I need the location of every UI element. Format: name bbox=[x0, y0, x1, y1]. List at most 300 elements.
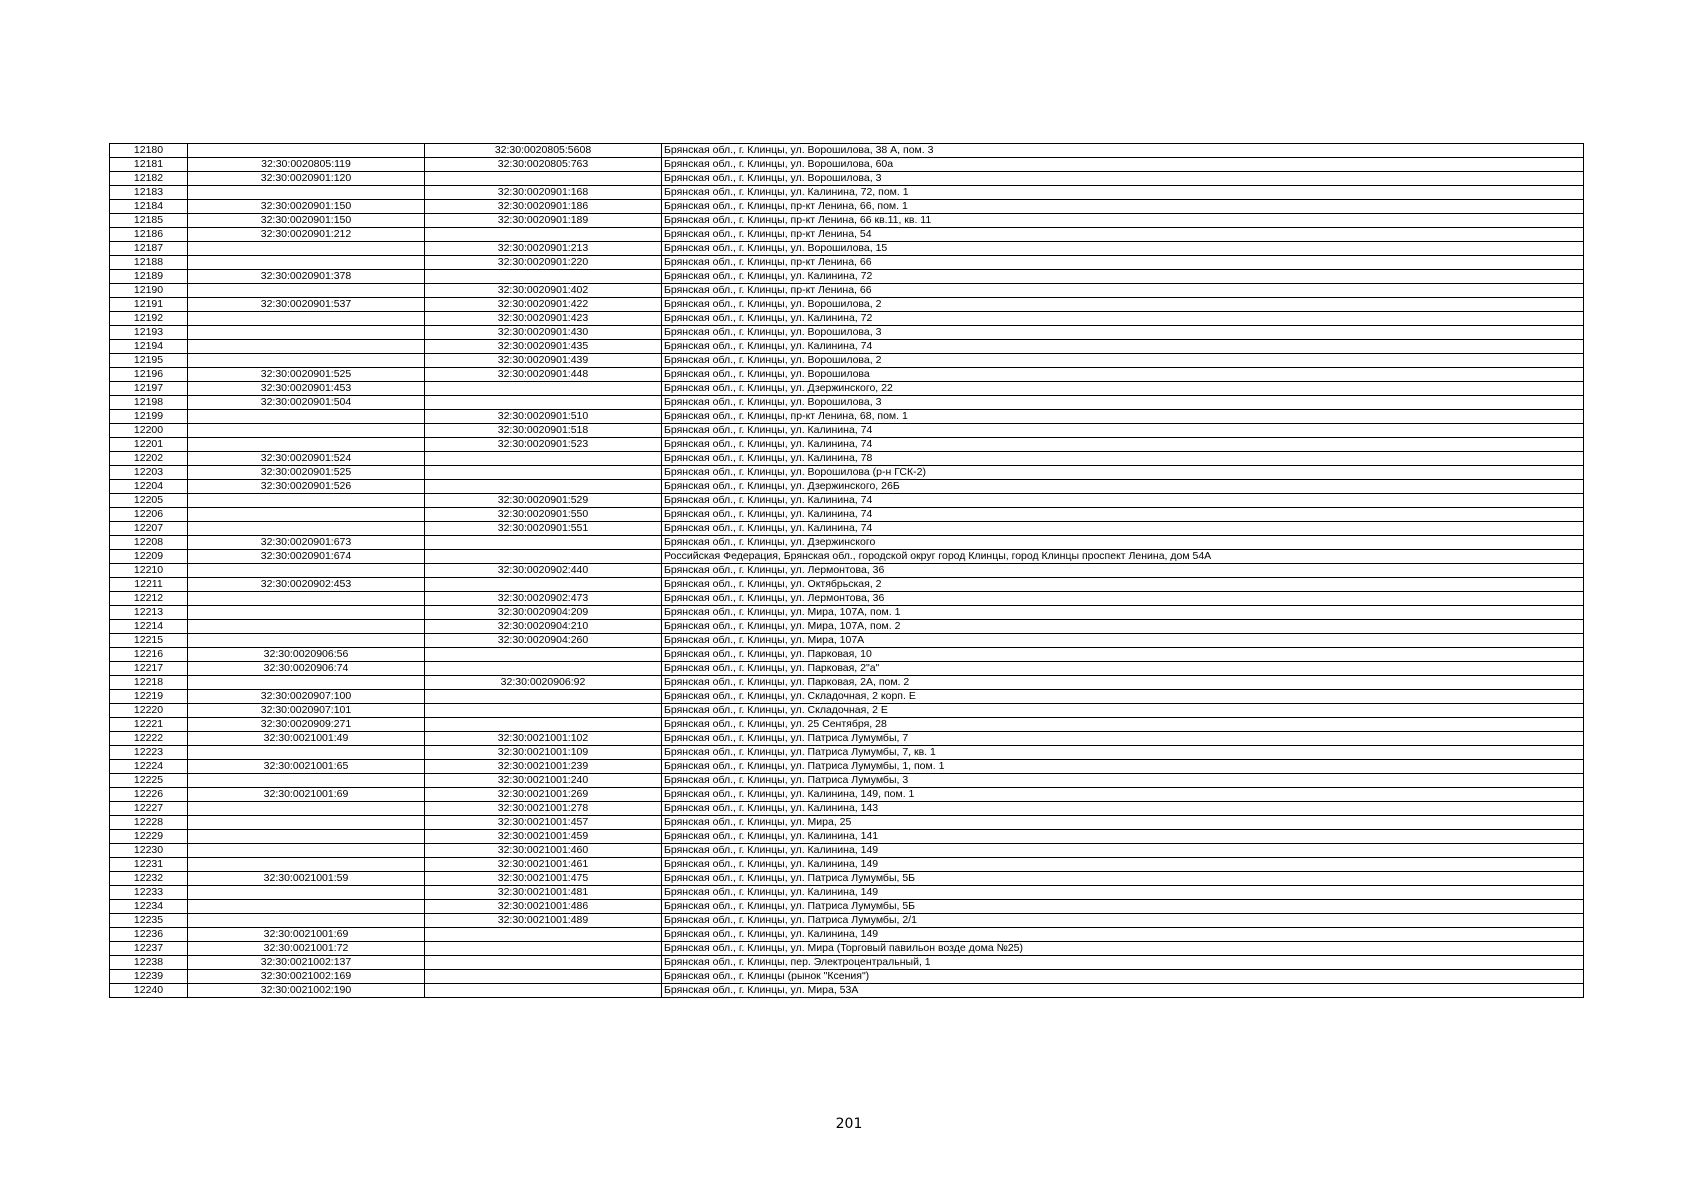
land-cadastral-number-cell bbox=[188, 620, 425, 634]
row-number-cell: 12225 bbox=[110, 774, 188, 788]
address-cell: Брянская обл., г. Клинцы, ул. Калинина, 149, пом. 1 bbox=[662, 788, 1584, 802]
address-cell: Брянская обл., г. Клинцы, пр-кт Ленина, 66 bbox=[662, 284, 1584, 298]
row-number-cell: 12221 bbox=[110, 718, 188, 732]
object-cadastral-number-cell: 32:30:0020901:402 bbox=[425, 284, 662, 298]
address-cell: Брянская обл., г. Клинцы, ул. Ворошилова (р-н ГСК-2) bbox=[662, 466, 1584, 480]
object-cadastral-number-cell bbox=[425, 382, 662, 396]
row-number-cell: 12228 bbox=[110, 816, 188, 830]
row-number-cell: 12192 bbox=[110, 312, 188, 326]
object-cadastral-number-cell: 32:30:0021001:269 bbox=[425, 788, 662, 802]
object-cadastral-number-cell bbox=[425, 662, 662, 676]
table-row bbox=[110, 634, 1584, 648]
land-cadastral-number-cell bbox=[188, 816, 425, 830]
row-number-cell: 12234 bbox=[110, 900, 188, 914]
table-row bbox=[110, 872, 1584, 886]
object-cadastral-number-cell bbox=[425, 956, 662, 970]
object-cadastral-number-cell: 32:30:0021001:278 bbox=[425, 802, 662, 816]
object-cadastral-number-cell bbox=[425, 480, 662, 494]
table-row bbox=[110, 172, 1584, 186]
address-cell: Брянская обл., г. Клинцы, ул. Патриса Лумумбы, 5Б bbox=[662, 872, 1584, 886]
land-cadastral-number-cell bbox=[188, 354, 425, 368]
row-number-cell: 12183 bbox=[110, 186, 188, 200]
land-cadastral-number-cell: 32:30:0020901:212 bbox=[188, 228, 425, 242]
object-cadastral-number-cell: 32:30:0020901:448 bbox=[425, 368, 662, 382]
object-cadastral-number-cell: 32:30:0020902:440 bbox=[425, 564, 662, 578]
row-number-cell: 12235 bbox=[110, 914, 188, 928]
row-number-cell: 12223 bbox=[110, 746, 188, 760]
address-cell: Брянская обл., г. Клинцы, ул. Ворошилова, 60а bbox=[662, 158, 1584, 172]
row-number-cell: 12217 bbox=[110, 662, 188, 676]
row-number-cell: 12190 bbox=[110, 284, 188, 298]
land-cadastral-number-cell bbox=[188, 606, 425, 620]
table-row bbox=[110, 886, 1584, 900]
row-number-cell: 12196 bbox=[110, 368, 188, 382]
address-cell: Брянская обл., г. Клинцы, пр-кт Ленина, 66, пом. 1 bbox=[662, 200, 1584, 214]
land-cadastral-number-cell bbox=[188, 522, 425, 536]
address-cell: Брянская обл., г. Клинцы, ул. Калинина, 149 bbox=[662, 858, 1584, 872]
object-cadastral-number-cell bbox=[425, 172, 662, 186]
address-cell: Брянская обл., г. Клинцы, пер. Электроцентральный, 1 bbox=[662, 956, 1584, 970]
land-cadastral-number-cell bbox=[188, 424, 425, 438]
land-cadastral-number-cell bbox=[188, 802, 425, 816]
object-cadastral-number-cell bbox=[425, 228, 662, 242]
object-cadastral-number-cell: 32:30:0020901:430 bbox=[425, 326, 662, 340]
table-row bbox=[110, 158, 1584, 172]
object-cadastral-number-cell: 32:30:0021001:460 bbox=[425, 844, 662, 858]
land-cadastral-number-cell: 32:30:0020906:74 bbox=[188, 662, 425, 676]
table-row bbox=[110, 494, 1584, 508]
land-cadastral-number-cell bbox=[188, 326, 425, 340]
object-cadastral-number-cell: 32:30:0020901:213 bbox=[425, 242, 662, 256]
address-cell: Брянская обл., г. Клинцы, ул. Калинина, 74 bbox=[662, 438, 1584, 452]
row-number-cell: 12185 bbox=[110, 214, 188, 228]
table-row bbox=[110, 942, 1584, 956]
table-row bbox=[110, 746, 1584, 760]
table-row bbox=[110, 928, 1584, 942]
row-number-cell: 12180 bbox=[110, 144, 188, 158]
address-cell: Брянская обл., г. Клинцы, ул. Калинина, 149 bbox=[662, 844, 1584, 858]
table-row bbox=[110, 312, 1584, 326]
row-number-cell: 12239 bbox=[110, 970, 188, 984]
land-cadastral-number-cell bbox=[188, 564, 425, 578]
object-cadastral-number-cell: 32:30:0021001:461 bbox=[425, 858, 662, 872]
land-cadastral-number-cell: 32:30:0020901:525 bbox=[188, 368, 425, 382]
land-cadastral-number-cell bbox=[188, 914, 425, 928]
table-row bbox=[110, 284, 1584, 298]
land-cadastral-number-cell: 32:30:0020901:504 bbox=[188, 396, 425, 410]
object-cadastral-number-cell: 32:30:0020901:220 bbox=[425, 256, 662, 270]
table-row bbox=[110, 648, 1584, 662]
land-cadastral-number-cell: 32:30:0020901:526 bbox=[188, 480, 425, 494]
object-cadastral-number-cell: 32:30:0020901:510 bbox=[425, 410, 662, 424]
table-row bbox=[110, 830, 1584, 844]
land-cadastral-number-cell bbox=[188, 410, 425, 424]
row-number-cell: 12207 bbox=[110, 522, 188, 536]
address-cell: Брянская обл., г. Клинцы, ул. Калинина, 149 bbox=[662, 928, 1584, 942]
table-row bbox=[110, 858, 1584, 872]
object-cadastral-number-cell bbox=[425, 942, 662, 956]
object-cadastral-number-cell: 32:30:0020902:473 bbox=[425, 592, 662, 606]
object-cadastral-number-cell bbox=[425, 928, 662, 942]
object-cadastral-number-cell bbox=[425, 718, 662, 732]
row-number-cell: 12238 bbox=[110, 956, 188, 970]
address-cell: Брянская обл., г. Клинцы, ул. Ворошилова, 3 bbox=[662, 172, 1584, 186]
row-number-cell: 12199 bbox=[110, 410, 188, 424]
object-cadastral-number-cell bbox=[425, 984, 662, 998]
address-cell: Брянская обл., г. Клинцы, пр-кт Ленина, 66 bbox=[662, 256, 1584, 270]
table-row bbox=[110, 396, 1584, 410]
land-cadastral-number-cell: 32:30:0021001:49 bbox=[188, 732, 425, 746]
row-number-cell: 12226 bbox=[110, 788, 188, 802]
address-cell: Брянская обл., г. Клинцы, ул. Парковая, 2"а" bbox=[662, 662, 1584, 676]
register-table-body bbox=[110, 144, 1584, 998]
table-row bbox=[110, 368, 1584, 382]
row-number-cell: 12230 bbox=[110, 844, 188, 858]
row-number-cell: 12193 bbox=[110, 326, 188, 340]
table-row bbox=[110, 956, 1584, 970]
land-cadastral-number-cell bbox=[188, 592, 425, 606]
address-cell: Брянская обл., г. Клинцы, ул. Калинина, 72 bbox=[662, 270, 1584, 284]
row-number-cell: 12200 bbox=[110, 424, 188, 438]
object-cadastral-number-cell bbox=[425, 270, 662, 284]
address-cell: Брянская обл., г. Клинцы, ул. Ворошилова, 38 А, пом. 3 bbox=[662, 144, 1584, 158]
address-cell: Брянская обл., г. Клинцы, ул. Патриса Лумумбы, 5Б bbox=[662, 900, 1584, 914]
table-row bbox=[110, 662, 1584, 676]
address-cell: Брянская обл., г. Клинцы, ул. 25 Сентября, 28 bbox=[662, 718, 1584, 732]
address-cell: Брянская обл., г. Клинцы, ул. Калинина, 72 bbox=[662, 312, 1584, 326]
land-cadastral-number-cell: 32:30:0020906:56 bbox=[188, 648, 425, 662]
row-number-cell: 12211 bbox=[110, 578, 188, 592]
table-row bbox=[110, 298, 1584, 312]
land-cadastral-number-cell: 32:30:0021001:69 bbox=[188, 788, 425, 802]
property-register-table bbox=[109, 143, 1584, 998]
register-sheet bbox=[109, 143, 1584, 998]
address-cell: Брянская обл., г. Клинцы, ул. Мира, 107А, пом. 2 bbox=[662, 620, 1584, 634]
land-cadastral-number-cell: 32:30:0021002:190 bbox=[188, 984, 425, 998]
object-cadastral-number-cell: 32:30:0021001:481 bbox=[425, 886, 662, 900]
object-cadastral-number-cell: 32:30:0020901:422 bbox=[425, 298, 662, 312]
object-cadastral-number-cell bbox=[425, 466, 662, 480]
row-number-cell: 12229 bbox=[110, 830, 188, 844]
table-row bbox=[110, 816, 1584, 830]
address-cell: Брянская обл., г. Клинцы, ул. Ворошилова, 15 bbox=[662, 242, 1584, 256]
row-number-cell: 12224 bbox=[110, 760, 188, 774]
land-cadastral-number-cell: 32:30:0020901:120 bbox=[188, 172, 425, 186]
table-row bbox=[110, 326, 1584, 340]
table-row bbox=[110, 144, 1584, 158]
land-cadastral-number-cell: 32:30:0020901:150 bbox=[188, 200, 425, 214]
object-cadastral-number-cell: 32:30:0020901:518 bbox=[425, 424, 662, 438]
object-cadastral-number-cell: 32:30:0021001:459 bbox=[425, 830, 662, 844]
land-cadastral-number-cell bbox=[188, 242, 425, 256]
object-cadastral-number-cell: 32:30:0021001:475 bbox=[425, 872, 662, 886]
row-number-cell: 12187 bbox=[110, 242, 188, 256]
land-cadastral-number-cell bbox=[188, 746, 425, 760]
object-cadastral-number-cell: 32:30:0020805:763 bbox=[425, 158, 662, 172]
table-row bbox=[110, 340, 1584, 354]
object-cadastral-number-cell: 32:30:0020901:189 bbox=[425, 214, 662, 228]
table-row bbox=[110, 900, 1584, 914]
row-number-cell: 12189 bbox=[110, 270, 188, 284]
address-cell: Брянская обл., г. Клинцы, ул. Складочная, 2 корп. Е bbox=[662, 690, 1584, 704]
land-cadastral-number-cell bbox=[188, 186, 425, 200]
address-cell: Брянская обл., г. Клинцы, ул. Ворошилова, 3 bbox=[662, 326, 1584, 340]
table-row bbox=[110, 438, 1584, 452]
table-row bbox=[110, 214, 1584, 228]
row-number-cell: 12182 bbox=[110, 172, 188, 186]
table-row bbox=[110, 382, 1584, 396]
table-row bbox=[110, 844, 1584, 858]
address-cell: Брянская обл., г. Клинцы, ул. Калинина, 143 bbox=[662, 802, 1584, 816]
land-cadastral-number-cell: 32:30:0021001:72 bbox=[188, 942, 425, 956]
address-cell: Брянская обл., г. Клинцы, ул. Складочная, 2 Е bbox=[662, 704, 1584, 718]
table-row bbox=[110, 676, 1584, 690]
row-number-cell: 12191 bbox=[110, 298, 188, 312]
object-cadastral-number-cell: 32:30:0021001:457 bbox=[425, 816, 662, 830]
row-number-cell: 12181 bbox=[110, 158, 188, 172]
object-cadastral-number-cell: 32:30:0021001:239 bbox=[425, 760, 662, 774]
address-cell: Брянская обл., г. Клинцы, пр-кт Ленина, 54 bbox=[662, 228, 1584, 242]
table-row bbox=[110, 690, 1584, 704]
object-cadastral-number-cell: 32:30:0021001:486 bbox=[425, 900, 662, 914]
land-cadastral-number-cell: 32:30:0021002:169 bbox=[188, 970, 425, 984]
object-cadastral-number-cell: 32:30:0020904:210 bbox=[425, 620, 662, 634]
address-cell: Брянская обл., г. Клинцы, ул. Дзержинского bbox=[662, 536, 1584, 550]
land-cadastral-number-cell bbox=[188, 340, 425, 354]
address-cell: Брянская обл., г. Клинцы, ул. Мира, 53А bbox=[662, 984, 1584, 998]
address-cell: Брянская обл., г. Клинцы, ул. Мира, 25 bbox=[662, 816, 1584, 830]
row-number-cell: 12236 bbox=[110, 928, 188, 942]
row-number-cell: 12198 bbox=[110, 396, 188, 410]
address-cell: Брянская обл., г. Клинцы, ул. Калинина, 149 bbox=[662, 886, 1584, 900]
table-row bbox=[110, 760, 1584, 774]
land-cadastral-number-cell bbox=[188, 508, 425, 522]
address-cell: Брянская обл., г. Клинцы, ул. Мира (Торговый павильон возде дома №25) bbox=[662, 942, 1584, 956]
address-cell: Брянская обл., г. Клинцы, ул. Парковая, 10 bbox=[662, 648, 1584, 662]
row-number-cell: 12233 bbox=[110, 886, 188, 900]
object-cadastral-number-cell: 32:30:0020901:529 bbox=[425, 494, 662, 508]
object-cadastral-number-cell: 32:30:0021001:102 bbox=[425, 732, 662, 746]
address-cell: Брянская обл., г. Клинцы (рынок "Ксения") bbox=[662, 970, 1584, 984]
object-cadastral-number-cell bbox=[425, 690, 662, 704]
row-number-cell: 12184 bbox=[110, 200, 188, 214]
land-cadastral-number-cell bbox=[188, 494, 425, 508]
address-cell: Брянская обл., г. Клинцы, ул. Ворошилова, 2 bbox=[662, 354, 1584, 368]
row-number-cell: 12220 bbox=[110, 704, 188, 718]
table-row bbox=[110, 256, 1584, 270]
address-cell: Брянская обл., г. Клинцы, ул. Калинина, 74 bbox=[662, 340, 1584, 354]
land-cadastral-number-cell bbox=[188, 144, 425, 158]
row-number-cell: 12208 bbox=[110, 536, 188, 550]
land-cadastral-number-cell: 32:30:0020909:271 bbox=[188, 718, 425, 732]
land-cadastral-number-cell bbox=[188, 830, 425, 844]
table-row bbox=[110, 564, 1584, 578]
row-number-cell: 12227 bbox=[110, 802, 188, 816]
table-row bbox=[110, 536, 1584, 550]
land-cadastral-number-cell bbox=[188, 634, 425, 648]
land-cadastral-number-cell: 32:30:0020901:537 bbox=[188, 298, 425, 312]
land-cadastral-number-cell: 32:30:0020907:101 bbox=[188, 704, 425, 718]
address-cell: Брянская обл., г. Клинцы, ул. Калинина, 78 bbox=[662, 452, 1584, 466]
row-number-cell: 12219 bbox=[110, 690, 188, 704]
row-number-cell: 12210 bbox=[110, 564, 188, 578]
address-cell: Брянская обл., г. Клинцы, ул. Патриса Лумумбы, 3 bbox=[662, 774, 1584, 788]
object-cadastral-number-cell bbox=[425, 578, 662, 592]
address-cell: Брянская обл., г. Клинцы, ул. Лермонтова, 36 bbox=[662, 592, 1584, 606]
object-cadastral-number-cell: 32:30:0020901:435 bbox=[425, 340, 662, 354]
land-cadastral-number-cell: 32:30:0020901:673 bbox=[188, 536, 425, 550]
row-number-cell: 12188 bbox=[110, 256, 188, 270]
land-cadastral-number-cell bbox=[188, 676, 425, 690]
address-cell: Брянская обл., г. Клинцы, ул. Ворошилова bbox=[662, 368, 1584, 382]
address-cell: Брянская обл., г. Клинцы, ул. Дзержинского, 26Б bbox=[662, 480, 1584, 494]
object-cadastral-number-cell: 32:30:0020805:5608 bbox=[425, 144, 662, 158]
table-row bbox=[110, 480, 1584, 494]
address-cell: Брянская обл., г. Клинцы, ул. Мира, 107А bbox=[662, 634, 1584, 648]
land-cadastral-number-cell: 32:30:0020901:674 bbox=[188, 550, 425, 564]
table-row bbox=[110, 242, 1584, 256]
address-cell: Брянская обл., г. Клинцы, ул. Дзержинского, 22 bbox=[662, 382, 1584, 396]
land-cadastral-number-cell: 32:30:0021001:65 bbox=[188, 760, 425, 774]
address-cell: Российская Федерация, Брянская обл., городской округ город Клинцы, город Клинцы проспект Ленина, дом 54А bbox=[662, 550, 1584, 564]
table-row bbox=[110, 620, 1584, 634]
object-cadastral-number-cell bbox=[425, 970, 662, 984]
table-row bbox=[110, 732, 1584, 746]
address-cell: Брянская обл., г. Клинцы, пр-кт Ленина, 66 кв.11, кв. 11 bbox=[662, 214, 1584, 228]
land-cadastral-number-cell bbox=[188, 858, 425, 872]
address-cell: Брянская обл., г. Клинцы, ул. Октябрьская, 2 bbox=[662, 578, 1584, 592]
object-cadastral-number-cell: 32:30:0020901:523 bbox=[425, 438, 662, 452]
address-cell: Брянская обл., г. Клинцы, ул. Патриса Лумумбы, 2/1 bbox=[662, 914, 1584, 928]
row-number-cell: 12205 bbox=[110, 494, 188, 508]
land-cadastral-number-cell: 32:30:0020901:378 bbox=[188, 270, 425, 284]
land-cadastral-number-cell: 32:30:0020902:453 bbox=[188, 578, 425, 592]
land-cadastral-number-cell bbox=[188, 886, 425, 900]
address-cell: Брянская обл., г. Клинцы, ул. Ворошилова, 3 bbox=[662, 396, 1584, 410]
table-row bbox=[110, 788, 1584, 802]
object-cadastral-number-cell: 32:30:0020904:209 bbox=[425, 606, 662, 620]
address-cell: Брянская обл., г. Клинцы, пр-кт Ленина, 68, пом. 1 bbox=[662, 410, 1584, 424]
row-number-cell: 12232 bbox=[110, 872, 188, 886]
address-cell: Брянская обл., г. Клинцы, ул. Парковая, 2А, пом. 2 bbox=[662, 676, 1584, 690]
row-number-cell: 12231 bbox=[110, 858, 188, 872]
object-cadastral-number-cell: 32:30:0021001:489 bbox=[425, 914, 662, 928]
object-cadastral-number-cell: 32:30:0020901:168 bbox=[425, 186, 662, 200]
row-number-cell: 12212 bbox=[110, 592, 188, 606]
object-cadastral-number-cell: 32:30:0021001:240 bbox=[425, 774, 662, 788]
land-cadastral-number-cell: 32:30:0021002:137 bbox=[188, 956, 425, 970]
table-row bbox=[110, 592, 1584, 606]
table-row bbox=[110, 186, 1584, 200]
object-cadastral-number-cell bbox=[425, 536, 662, 550]
land-cadastral-number-cell: 32:30:0020901:453 bbox=[188, 382, 425, 396]
object-cadastral-number-cell bbox=[425, 704, 662, 718]
address-cell: Брянская обл., г. Клинцы, ул. Калинина, 74 bbox=[662, 494, 1584, 508]
object-cadastral-number-cell bbox=[425, 396, 662, 410]
table-row bbox=[110, 452, 1584, 466]
land-cadastral-number-cell: 32:30:0020907:100 bbox=[188, 690, 425, 704]
table-row bbox=[110, 606, 1584, 620]
land-cadastral-number-cell: 32:30:0020901:150 bbox=[188, 214, 425, 228]
address-cell: Брянская обл., г. Клинцы, ул. Калинина, 74 bbox=[662, 522, 1584, 536]
land-cadastral-number-cell bbox=[188, 844, 425, 858]
object-cadastral-number-cell bbox=[425, 648, 662, 662]
land-cadastral-number-cell bbox=[188, 312, 425, 326]
object-cadastral-number-cell: 32:30:0020901:186 bbox=[425, 200, 662, 214]
table-row bbox=[110, 466, 1584, 480]
address-cell: Брянская обл., г. Клинцы, ул. Калинина, 74 bbox=[662, 508, 1584, 522]
object-cadastral-number-cell bbox=[425, 452, 662, 466]
row-number-cell: 12214 bbox=[110, 620, 188, 634]
table-row bbox=[110, 200, 1584, 214]
land-cadastral-number-cell bbox=[188, 774, 425, 788]
table-row bbox=[110, 522, 1584, 536]
row-number-cell: 12240 bbox=[110, 984, 188, 998]
object-cadastral-number-cell bbox=[425, 550, 662, 564]
address-cell: Брянская обл., г. Клинцы, ул. Патриса Лумумбы, 1, пом. 1 bbox=[662, 760, 1584, 774]
land-cadastral-number-cell: 32:30:0021001:59 bbox=[188, 872, 425, 886]
object-cadastral-number-cell: 32:30:0020904:260 bbox=[425, 634, 662, 648]
address-cell: Брянская обл., г. Клинцы, ул. Калинина, 74 bbox=[662, 424, 1584, 438]
table-row bbox=[110, 774, 1584, 788]
row-number-cell: 12186 bbox=[110, 228, 188, 242]
address-cell: Брянская обл., г. Клинцы, ул. Ворошилова, 2 bbox=[662, 298, 1584, 312]
address-cell: Брянская обл., г. Клинцы, ул. Калинина, 72, пом. 1 bbox=[662, 186, 1584, 200]
land-cadastral-number-cell bbox=[188, 900, 425, 914]
land-cadastral-number-cell: 32:30:0020901:524 bbox=[188, 452, 425, 466]
row-number-cell: 12202 bbox=[110, 452, 188, 466]
row-number-cell: 12201 bbox=[110, 438, 188, 452]
object-cadastral-number-cell: 32:30:0020901:439 bbox=[425, 354, 662, 368]
address-cell: Брянская обл., г. Клинцы, ул. Мира, 107А, пом. 1 bbox=[662, 606, 1584, 620]
row-number-cell: 12203 bbox=[110, 466, 188, 480]
row-number-cell: 12237 bbox=[110, 942, 188, 956]
land-cadastral-number-cell bbox=[188, 284, 425, 298]
address-cell: Брянская обл., г. Клинцы, ул. Лермонтова, 36 bbox=[662, 564, 1584, 578]
table-row bbox=[110, 914, 1584, 928]
object-cadastral-number-cell: 32:30:0020906:92 bbox=[425, 676, 662, 690]
table-row bbox=[110, 228, 1584, 242]
row-number-cell: 12195 bbox=[110, 354, 188, 368]
row-number-cell: 12213 bbox=[110, 606, 188, 620]
page-number: 201 bbox=[835, 1116, 863, 1132]
object-cadastral-number-cell: 32:30:0021001:109 bbox=[425, 746, 662, 760]
table-row bbox=[110, 704, 1584, 718]
table-row bbox=[110, 984, 1584, 998]
row-number-cell: 12194 bbox=[110, 340, 188, 354]
land-cadastral-number-cell: 32:30:0020805:119 bbox=[188, 158, 425, 172]
row-number-cell: 12204 bbox=[110, 480, 188, 494]
table-row bbox=[110, 550, 1584, 564]
table-row bbox=[110, 970, 1584, 984]
table-row bbox=[110, 354, 1584, 368]
table-row bbox=[110, 424, 1584, 438]
row-number-cell: 12222 bbox=[110, 732, 188, 746]
object-cadastral-number-cell: 32:30:0020901:551 bbox=[425, 522, 662, 536]
table-row bbox=[110, 508, 1584, 522]
row-number-cell: 12216 bbox=[110, 648, 188, 662]
row-number-cell: 12197 bbox=[110, 382, 188, 396]
address-cell: Брянская обл., г. Клинцы, ул. Патриса Лумумбы, 7 bbox=[662, 732, 1584, 746]
land-cadastral-number-cell: 32:30:0021001:69 bbox=[188, 928, 425, 942]
table-row bbox=[110, 802, 1584, 816]
address-cell: Брянская обл., г. Клинцы, ул. Калинина, 141 bbox=[662, 830, 1584, 844]
table-row bbox=[110, 578, 1584, 592]
table-row bbox=[110, 410, 1584, 424]
row-number-cell: 12206 bbox=[110, 508, 188, 522]
table-row bbox=[110, 718, 1584, 732]
row-number-cell: 12218 bbox=[110, 676, 188, 690]
